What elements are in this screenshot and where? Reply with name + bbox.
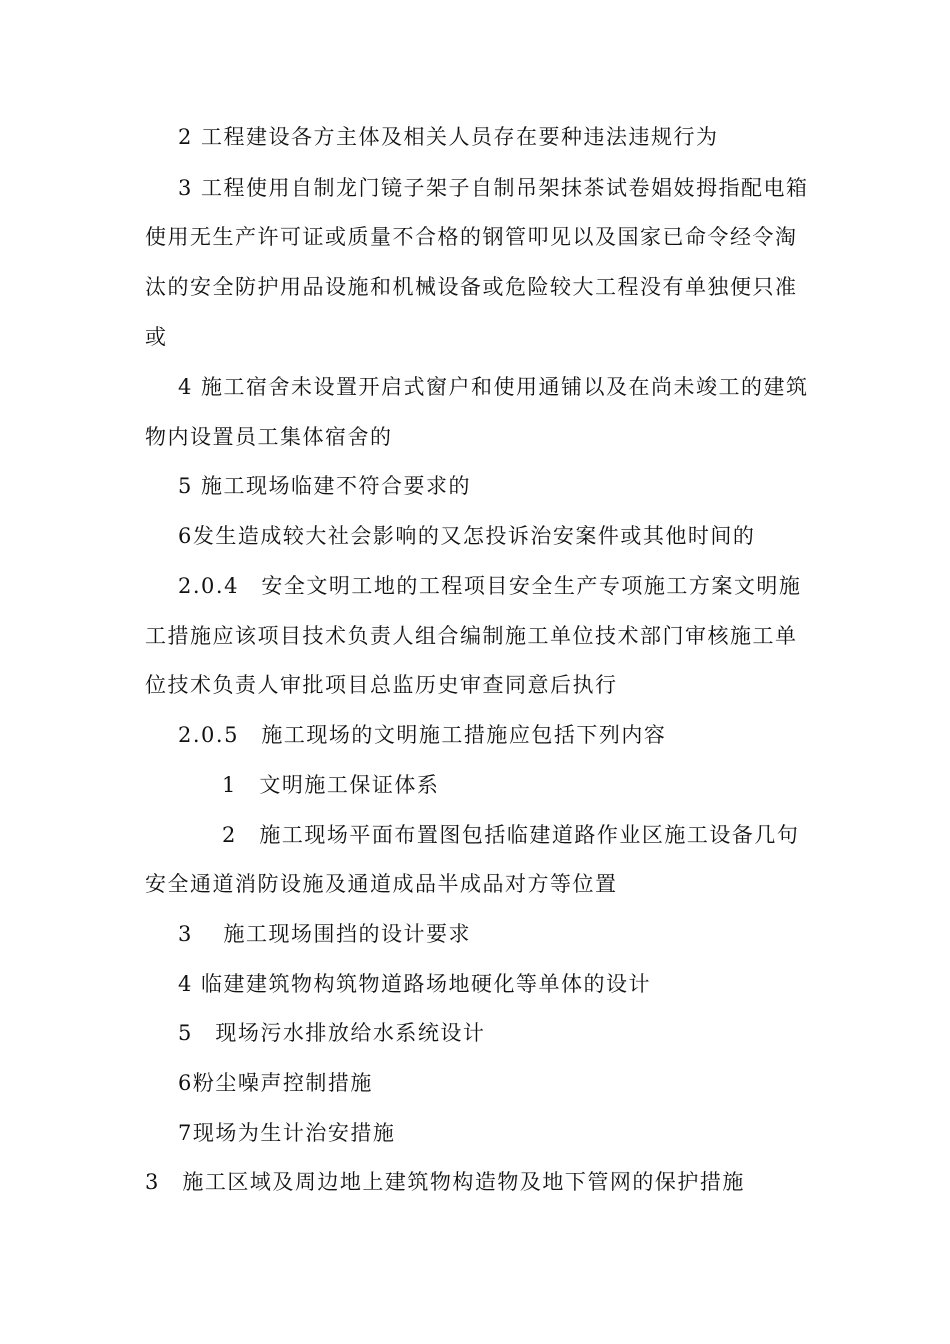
paragraph-line: 2 工程建设各方主体及相关人员存在要种违法违规行为 [178,125,719,149]
paragraph-line: 汰的安全防护用品设施和机械设备或危险较大工程没有单独便只准 [145,275,798,299]
paragraph-line: 1 文明施工保证体系 [222,773,440,797]
paragraph-line: 物内设置员工集体宿舍的 [145,425,393,449]
paragraph-line: 安全通道消防设施及通道成品半成品对方等位置 [145,872,618,896]
paragraph-line: 5 施工现场临建不符合要求的 [178,474,472,498]
paragraph-line: 2.0.5 施工现场的文明施工措施应包括下列内容 [178,723,667,747]
paragraph-line: 4 临建建筑物构筑物道路场地硬化等单体的设计 [178,972,652,996]
paragraph-line: 6发生造成较大社会影响的又怎投诉治安案件或其他时间的 [178,524,756,548]
paragraph-line: 6粉尘噪声控制措施 [178,1071,373,1095]
paragraph-line: 2 施工现场平面布置图包括临建道路作业区施工设备几句 [222,823,800,847]
paragraph-line: 使用无生产许可证或质量不合格的钢管叩见以及国家已命令经令淘 [145,225,798,249]
paragraph-line: 7现场为生计治安措施 [178,1121,396,1145]
paragraph-line: 位技术负责人审批项目总监历史审查同意后执行 [145,673,618,697]
paragraph-line: 工措施应该项目技术负责人组合编制施工单位技术部门审核施工单 [145,624,798,648]
paragraph-line: 2.0.4 安全文明工地的工程项目安全生产专项施工方案文明施 [178,574,802,598]
paragraph-line: 3 施工现场围挡的设计要求 [178,922,472,946]
paragraph-line: 3 工程使用自制龙门镜子架子自制吊架抹茶试卷娼妓拇指配电箱 [178,176,809,200]
paragraph-line: 4 施工宿舍未设置开启式窗户和使用通铺以及在尚未竣工的建筑 [178,375,809,399]
paragraph-line: 3 施工区域及周边地上建筑物构造物及地下管网的保护措施 [145,1170,745,1194]
paragraph-line: 或 [145,325,168,349]
paragraph-line: 5 现场污水排放给水系统设计 [178,1021,486,1045]
